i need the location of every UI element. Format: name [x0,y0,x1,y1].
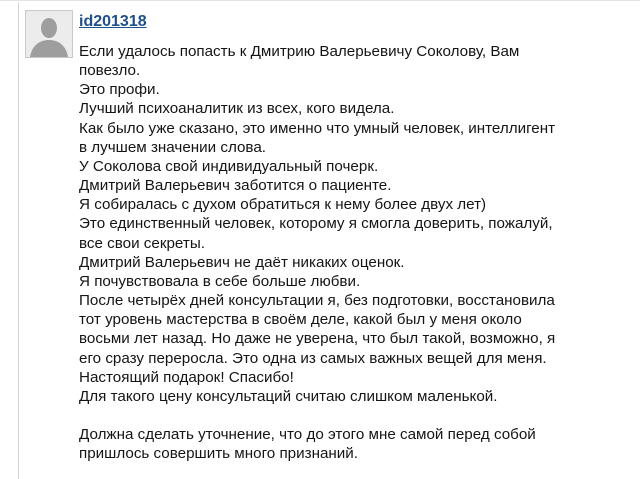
comment-text-line: Лучший психоаналитик из всех, кого видела. [79,100,395,118]
default-user-silhouette-icon [26,11,72,57]
comment-text-line: Настоящий подарок! Спасибо! [79,368,294,386]
comment-text-line: У Соколова свой индивидуальный почерк. [79,157,379,175]
author-link[interactable]: id201318 [79,13,147,30]
comment-text-line: тот уровень мастерства в своём деле, какой был у меня около [79,311,522,329]
avatar[interactable] [25,10,73,58]
comment-text-line: Я собиралась с духом обратиться к нему более двух лет) [79,196,487,214]
comment-text-line: Как было уже сказано, это именно что умный человек, интеллигент [79,119,556,137]
comment-text [79,42,635,463]
divider [0,0,640,1]
comment-text-line: Это профи. [79,81,160,99]
comment-text-line: Это единственный человек, которому я смогла доверить, пожалуй, [79,215,553,233]
comment-text-line: пришлось совершить много признаний. [79,445,358,463]
comment-text-line: Для такого цену консультаций считаю слишком маленькой. [79,387,498,405]
comment-text-line: повезло. [79,62,141,80]
comment-text-line: После четырёх дней консультации я, без подготовки, восстановила [79,292,555,310]
comment-card [18,2,638,479]
comment-text-line: его сразу переросла. Это одна из самых важных вещей для меня. [79,349,547,367]
comment-text-line: Я почувствовала в себе больше любви. [79,272,361,290]
comment-text-line: Должна сделать уточнение, что до этого мне самой перед собой [79,426,536,444]
comment-text-line: восьми лет назад. Но даже не уверена, что был такой, возможно, я [79,330,556,348]
comment-text-line: Если удалось попасть к Дмитрию Валерьевичу Соколову, Вам [79,43,520,60]
comment-text-line: Дмитрий Валерьевич заботится о пациенте. [79,177,392,195]
comment-text-line: Дмитрий Валерьевич не даёт никаких оценок. [79,253,405,271]
comment-text-line: в лучшем значении слова. [79,138,266,156]
comment-text-line [79,406,635,425]
comment-text-line: все свои секреты. [79,234,205,252]
